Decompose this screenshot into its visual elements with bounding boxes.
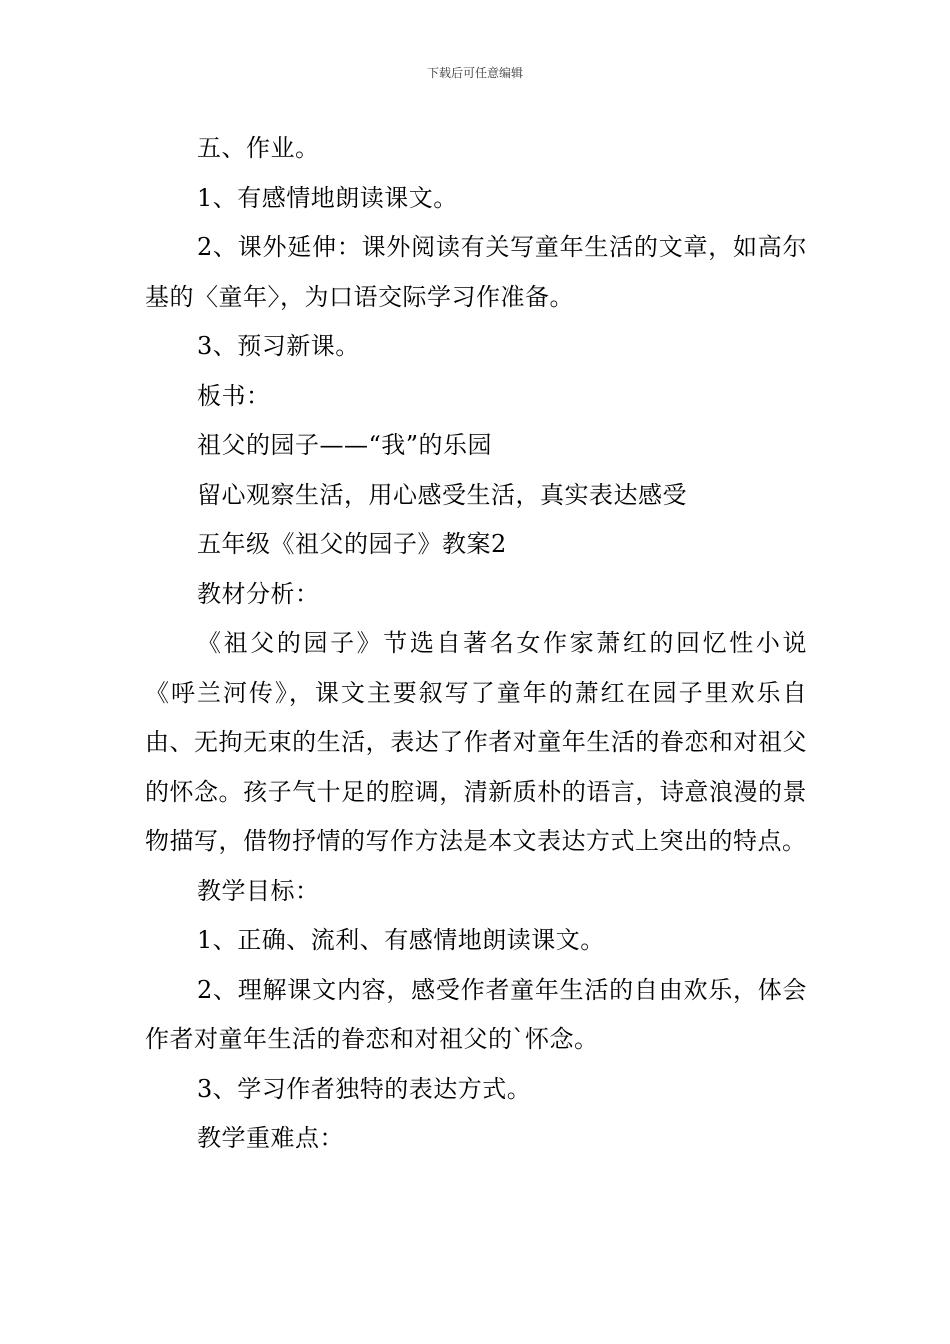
paragraph-homework-3: 3、预习新课。 [197,332,360,360]
paragraph-goals-heading: 教学目标： [197,876,320,905]
section-title: 五年级《祖父的园子》教案2 [197,530,507,558]
header-note: 下载后可任意编辑 [426,66,523,80]
paragraph-analysis-heading: 教材分析： [197,579,320,608]
paragraph-keypoints-heading: 教学重难点： [197,1124,344,1152]
paragraph-goal-2: 2、理解课文内容，感受作者童年生活的自由欢乐，体会作者对童年生活的眷恋和对祖父的`怀念。 [145,975,807,1053]
paragraph-goal-3: 3、学习作者独特的表达方式。 [197,1074,532,1103]
document-body [145,124,807,1164]
paragraph-goal-1: 1、正确、流利、有感情地朗读课文。 [197,926,605,954]
paragraph-analysis-body: 《祖父的园子》节选自著名女作家萧红的回忆性小说《呼兰河传》，课文主要叙写了童年的萧红在园子里欢乐自由、无拘无束的生活，表达了作者对童年生活的眷恋和对祖父的怀念。孩子气十足的腔调，清新质朴的语言，诗意浪漫的景物描写，借物抒情的写作方法是本文表达方式上突出的特点。 [145,629,807,855]
paragraph-board-line-1: 祖父的园子——“我”的乐园 [197,431,493,459]
paragraph-board-line-2: 留心观察生活，用心感受生活，真实表达感受 [197,480,687,509]
paragraph-board-heading: 板书： [197,381,271,410]
paragraph-homework-1: 1、有感情地朗读课文。 [197,183,458,212]
paragraph-homework-heading: 五、作业。 [197,134,320,162]
paragraph-homework-2: 2、课外延伸：课外阅读有关写童年生活的文章，如高尔基的〈童年〉，为口语交际学习作准备。 [145,233,807,311]
